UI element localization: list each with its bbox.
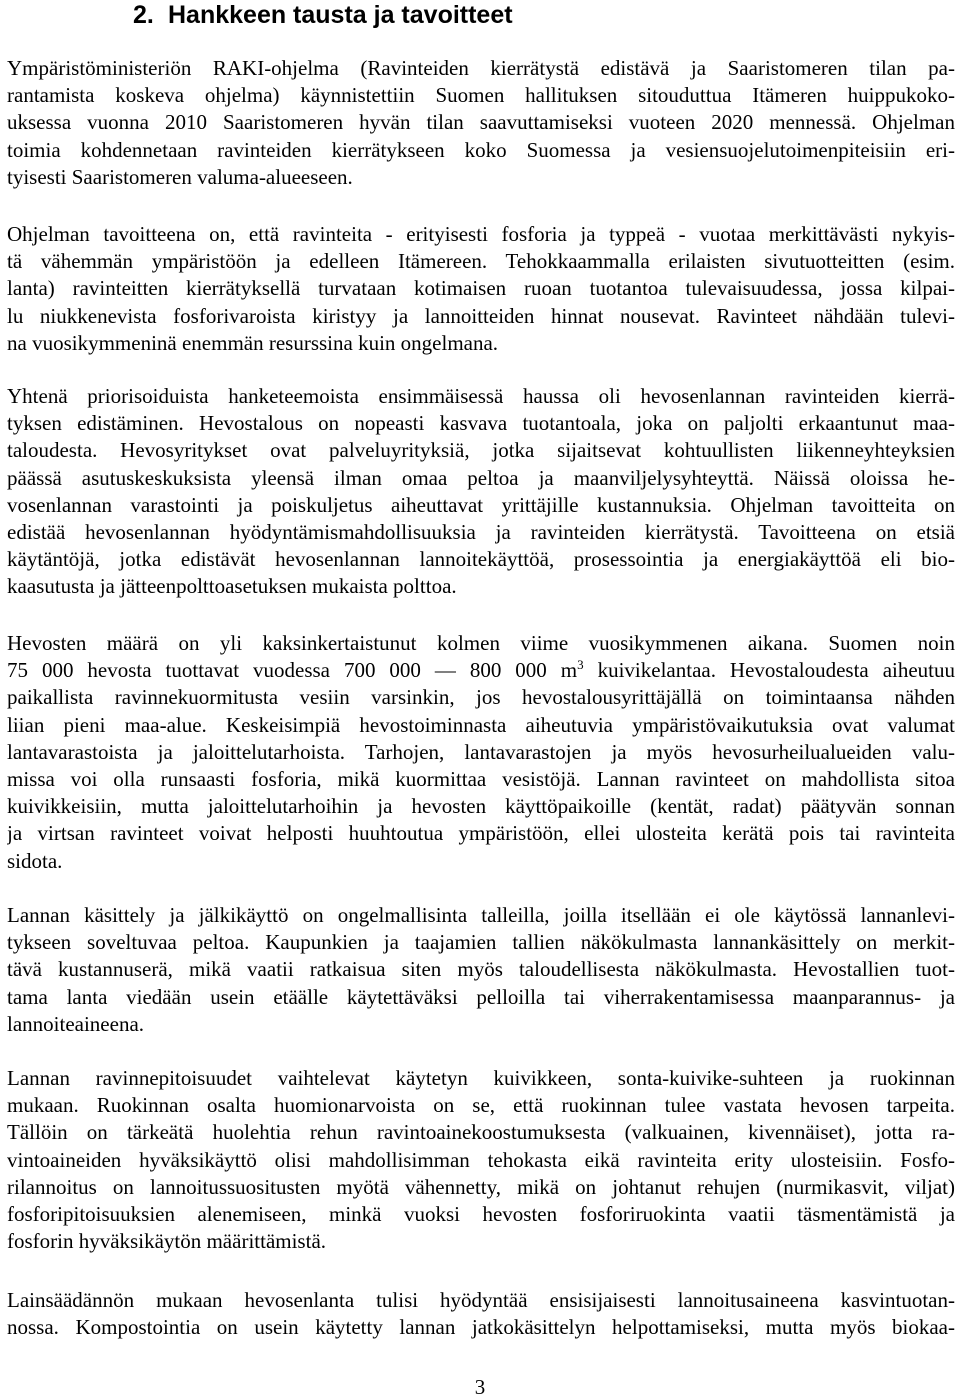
paragraph-2 bbox=[7, 221, 955, 357]
paragraph-1-line-4: toimia kohdennetaan ravinteiden kierrätykseen koko Suomessa ja vesiensuojelutoimenpiteisiin eri- bbox=[7, 137, 955, 162]
paragraph-4-line-9: sidota. bbox=[7, 848, 63, 873]
paragraph-2-line-2: tä vähemmän ympäristöön ja edelleen Itämereen. Tehokkaammalla erilaisten sivutuotteitten (esim. bbox=[7, 249, 955, 274]
paragraph-4-line-3: paikallista ravinnekuormitusta vesiin varsinkin, jos hevostalousyrittäjällä on toimintaansa nähden bbox=[7, 685, 955, 710]
section-number: 2. bbox=[133, 1, 154, 29]
paragraph-5-line-3: tävä kustannuserä, mikä vaatii ratkaisua siten myös taloudellisesta näkökulmasta. Hevostallien tuot- bbox=[7, 957, 955, 982]
paragraph-6 bbox=[7, 1065, 955, 1255]
paragraph-7 bbox=[7, 1287, 955, 1341]
paragraph-3-line-7: käytäntöjä, jotka edistävät hevosenlannan lannoitekäyttöä, prosessointia ja energiakäyttöä eli bio- bbox=[7, 547, 955, 572]
paragraph-4-line-6: missa voi olla runsaasti fosforia, mikä kuormittaa vesistöjä. Lannan ravinteet on mahdollista sitoa bbox=[7, 766, 955, 791]
paragraph-2-line-5: na vuosikymmeninä enemmän resurssina kuin ongelmana. bbox=[7, 330, 499, 355]
paragraph-7-line-1: Lainsäädännön mukaan hevosenlanta tulisi hyödyntää ensisijaisesti lannoitusaineena kasvintuotan- bbox=[7, 1288, 955, 1312]
page-number: 3 bbox=[474, 1375, 486, 1399]
paragraph-6-line-5: rilannoitus on lannoitussuositusten myötä vähennetty, mikä on johtanut rehujen (nurmikasvit, viljat) bbox=[7, 1174, 955, 1199]
paragraph-2-line-1: Ohjelman tavoitteena on, että ravinteita - erityisesti fosforia ja typpeä - vuotaa merkittävästi nykyis- bbox=[7, 222, 955, 246]
paragraph-5-line-4: tama lanta viedään usein etäälle käytettäväksi pelloilla tai viherrakentamisessa maanparannus- ja bbox=[7, 984, 955, 1009]
paragraph-2-line-3: lanta) ravinteitten kierrätyksellä turvataan kotimaisen ruoan tuotantoa tulevaisuudessa, jossa kilpai- bbox=[7, 276, 955, 301]
paragraph-1-line-3: uksessa vuonna 2010 Saaristomeren hyvän tilan saavuttamiseksi vuoteen 2020 mennessä. Ohjelman bbox=[7, 110, 955, 135]
paragraph-3-line-6: edistää hevosenlannan hyödyntämismahdollisuuksia ja ravinteiden kierrätystä. Tavoitteena on etsiä bbox=[7, 519, 955, 544]
paragraph-1-line-2: rantamista koskeva ohjelma) käynnistettiin Suomen hallituksen sitouduttua Itämeren huippukoko- bbox=[7, 83, 955, 108]
paragraph-3-line-3: taloudesta. Hevosyritykset ovat palveluyrityksiä, jotka sijaitsevat kohtuullisten liikenneyhteyksien bbox=[7, 438, 955, 463]
paragraph-4 bbox=[7, 630, 955, 875]
paragraph-5-line-1: Lannan käsittely ja jälkikäyttö on ongelmallisinta talleilla, joilla itsellään ei ole käytössä lannanlevi- bbox=[7, 903, 955, 927]
paragraph-4-line-5: lantavarastoista ja jaloittelutarhoista. Tarhojen, lantavarastojen ja myös hevosurheilualueiden valu- bbox=[7, 739, 955, 764]
section-heading bbox=[0, 1, 960, 29]
paragraph-1-line-1: Ympäristöministeriön RAKI-ohjelma (Ravinteiden kierrätystä edistävä ja Saaristomeren tilan pa- bbox=[7, 56, 955, 80]
paragraph-4-line-4: liian pieni maa-alue. Keskeisimpiä hevostoiminnasta aiheutuvia ympäristövaikutuksia ovat valumat bbox=[7, 712, 955, 737]
paragraph-4-line-2-text-before: 75 000 hevosta tuottavat vuodessa 700 000 — 800 000 m bbox=[7, 658, 578, 683]
superscript-exponent: 3 bbox=[577, 657, 584, 673]
paragraph-6-line-4: vintoaineiden hyväksikäyttö olisi mahdollisimman tehokasta eikä ravinteita erity ulosteisiin. Fosfo- bbox=[7, 1147, 955, 1172]
paragraph-3-line-8: kaasutusta ja jätteenpolttoasetuksen mukaista polttoa. bbox=[7, 574, 457, 599]
paragraph-3 bbox=[7, 383, 955, 601]
paragraph-5-line-2: tykseen soveltuvaa peltoa. Kaupunkien ja taajamien tallien näkökulmasta lannankäsittely on merkit- bbox=[7, 930, 955, 955]
section-title: Hankkeen tausta ja tavoitteet bbox=[168, 1, 513, 29]
paragraph-6-line-6: fosforipitoisuuksien alenemiseen, minkä vuoksi hevosten fosforiruokinta vaatii täsmentämistä ja bbox=[7, 1201, 955, 1226]
paragraph-6-line-3: Tällöin on tärkeätä huolehtia rehun ravintoainekoostumuksesta (valkuainen, kivennäiset), jotta ra- bbox=[7, 1120, 955, 1145]
paragraph-5 bbox=[7, 902, 955, 1038]
paragraph-6-line-7: fosforin hyväksikäytön määrittämistä. bbox=[7, 1229, 327, 1254]
paragraph-1-line-5: tyisesti Saaristomeren valuma-alueeseen. bbox=[7, 164, 353, 189]
paragraph-1 bbox=[7, 55, 955, 191]
paragraph-6-line-2: mukaan. Ruokinnan osalta huomionarvoista on se, että ruokinnan tulee vastata hevosen tarpeita. bbox=[7, 1093, 955, 1118]
paragraph-3-line-2: tyksen edistäminen. Hevostalous on nopeasti kasvava tuotantoala, joka on paljolti erkaantunut maa- bbox=[7, 411, 955, 436]
paragraph-7-line-2: nossa. Kompostointia on usein käytetty lannan jatkokäsittelyn helpottamiseksi, mutta myös biokaa- bbox=[7, 1315, 955, 1340]
paragraph-3-line-1: Yhtenä priorisoiduista hanketeemoista ensimmäisessä haussa oli hevosenlannan ravinteiden kierrä- bbox=[7, 384, 955, 408]
paragraph-4-line-7: kuivikkeisiin, mutta jaloittelutarhoihin ja hevosten käyttöpaikoille (kentät, radat) päätyvän sonnan bbox=[7, 794, 955, 819]
paragraph-3-line-5: vosenlannan varastointi ja poiskuljetus aiheuttavat yrittäjille kustannuksia. Ohjelman tavoitteita on bbox=[7, 492, 955, 517]
paragraph-4-line-8: ja virtsan ravinteet voivat helposti huuhtoutua ympäristöön, ellei ulosteita kerätä pois tai ravinteita bbox=[7, 821, 955, 846]
paragraph-2-line-4: lu niukkenevista fosforivaroista kiristyy ja lannoitteiden hinnat nousevat. Ravinteet nähdään tulevi- bbox=[7, 303, 955, 328]
paragraph-4-line-1: Hevosten määrä on yli kaksinkertaistunut kolmen viime vuosikymmenen aikana. Suomen noin bbox=[7, 631, 955, 655]
paragraph-6-line-1: Lannan ravinnepitoisuudet vaihtelevat käytetyn kuivikkeen, sonta-kuivike-suhteen ja ruokinnan bbox=[7, 1066, 955, 1090]
paragraph-3-line-4: päässä asutuskeskuksista yleensä ilman omaa peltoa ja maanviljelysyhteyttä. Näissä oloissa he- bbox=[7, 465, 955, 490]
paragraph-4-line-2 bbox=[7, 657, 955, 684]
paragraph-5-line-5: lannoiteaineena. bbox=[7, 1011, 145, 1036]
paragraph-4-line-2-text-after: kuivikelantaa. Hevostaloudesta aiheutuu bbox=[583, 658, 955, 683]
